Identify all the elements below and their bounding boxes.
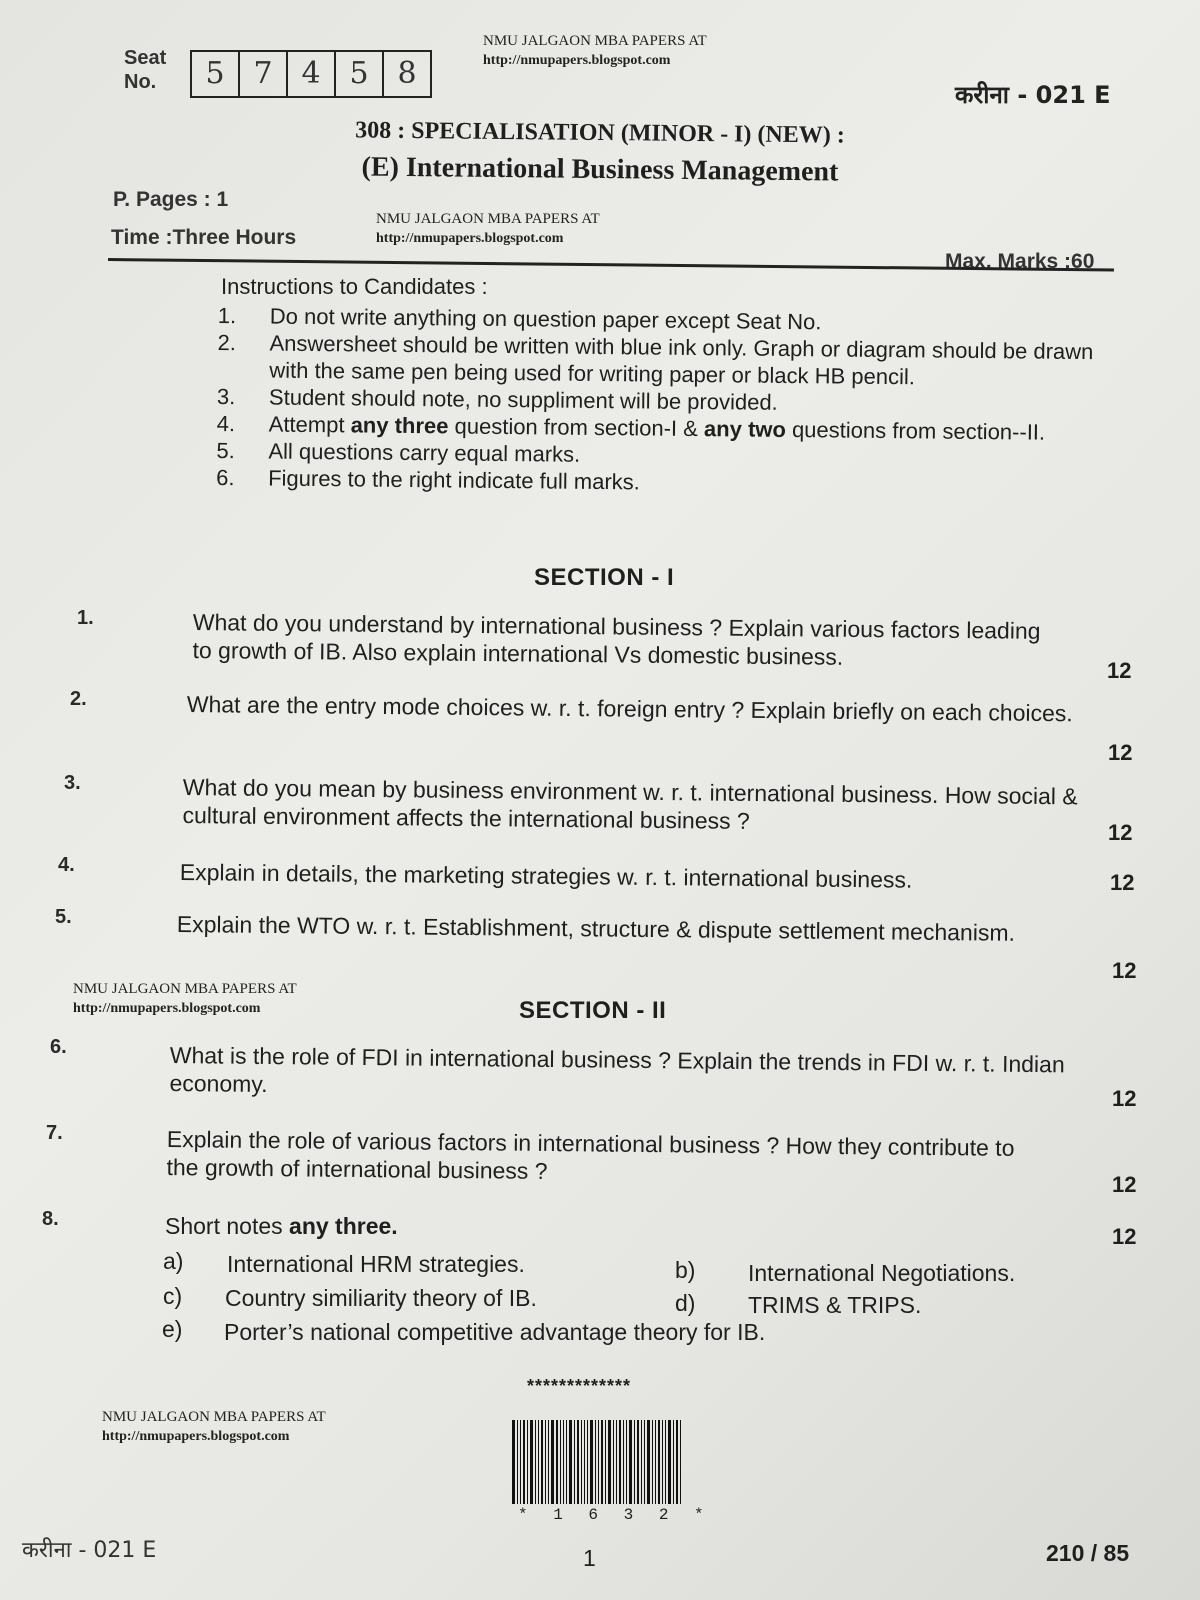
question-number: 6. <box>50 1036 67 1058</box>
question-marks: 12 <box>1108 820 1133 845</box>
question-number: 1. <box>77 607 94 629</box>
instruction-text: Figures to the right indicate full marks. <box>268 465 640 495</box>
short-note-label: c) <box>163 1283 183 1309</box>
instruction-text: Do not write anything on question paper except Seat No. <box>269 303 822 335</box>
barcode-number: * 1 6 3 2 * <box>518 1506 712 1524</box>
paper-subject-title: (E) International Business Management <box>361 151 839 188</box>
barcode-bar <box>641 1420 642 1504</box>
short-note-text: Porter’s national competitive advantage theory for IB. <box>224 1319 766 1345</box>
question-number: 7. <box>46 1122 63 1144</box>
barcode-bar <box>563 1420 564 1504</box>
instruction-text: Answersheet should be written with blue ink only. Graph or diagram should be drawn with the same pen being used for writing paper or black HB pencil. <box>269 330 1094 390</box>
question-text: Explain the role of various factors in international business ? How they contribute to the growth of international business ? <box>166 1126 1015 1184</box>
instruction-text: All questions carry equal marks. <box>268 438 581 467</box>
question-text: What do you understand by international business ? Explain various factors leading to growth of IB. Also explain international Vs domestic business. <box>192 608 1041 670</box>
barcode-bar <box>608 1420 611 1504</box>
barcode-bar <box>541 1420 543 1504</box>
watermark-text: NMU JALGAON MBA PAPERS AT <box>102 1409 326 1425</box>
question-marks: 12 <box>1107 658 1132 683</box>
barcode-bar <box>538 1420 539 1504</box>
seat-digit: 7 <box>240 52 288 96</box>
barcode-bar <box>626 1420 627 1504</box>
watermark-url: http://nmupapers.blogspot.com <box>102 1429 290 1444</box>
watermark-text: NMU JALGAON MBA PAPERS AT <box>483 33 707 49</box>
question-marks: 12 <box>1112 1086 1137 1111</box>
barcode-bar <box>517 1420 518 1504</box>
barcode-bar <box>629 1420 632 1504</box>
instruction-number: 3. <box>216 383 236 410</box>
question-text: Explain in details, the marketing strategies w. r. t. international business. <box>179 858 913 893</box>
footer-paper-code: करीना - 021 E <box>22 1538 157 1563</box>
instruction-text-part: question from section-I & <box>448 413 705 442</box>
short-note-text: International HRM strategies. <box>227 1251 525 1277</box>
barcode-bar <box>584 1420 585 1504</box>
question-text: What are the entry mode choices w. r. t. foreign entry ? Explain briefly on each choices. <box>186 690 1073 727</box>
barcode-bar <box>647 1420 650 1504</box>
barcode-bar <box>637 1420 639 1504</box>
watermark <box>73 980 297 1018</box>
seat-digit: 8 <box>397 56 417 91</box>
seat-label-line1: Seat <box>124 47 167 69</box>
short-note-label: e) <box>162 1316 183 1342</box>
barcode-bar <box>569 1420 572 1504</box>
barcode-bar <box>566 1420 567 1504</box>
watermark <box>376 210 600 248</box>
barcode-bar <box>644 1420 645 1504</box>
barcode-bar <box>652 1420 653 1504</box>
watermark-url: http://nmupapers.blogspot.com <box>73 1001 261 1016</box>
instruction-number: 6. <box>216 464 235 491</box>
footer-reference: 210 / 85 <box>1046 1540 1130 1566</box>
instructions-title: Instructions to Candidates : <box>221 274 488 299</box>
section-1-heading: SECTION - I <box>534 564 675 591</box>
barcode-bar <box>574 1420 575 1504</box>
barcode-bar <box>658 1420 660 1504</box>
instruction-emphasis: any two <box>703 416 787 442</box>
section-2-heading: SECTION - II <box>519 997 667 1024</box>
instruction-number: 2. <box>217 329 237 356</box>
question-marks: 12 <box>1112 1172 1137 1197</box>
barcode-bar <box>530 1420 533 1504</box>
watermark-text: NMU JALGAON MBA PAPERS AT <box>73 981 297 997</box>
question-number: 4. <box>58 854 75 876</box>
barcode-bar <box>545 1420 546 1504</box>
barcode-bar <box>655 1420 656 1504</box>
seat-label-line2: No. <box>124 71 157 93</box>
barcode-bar <box>548 1420 549 1504</box>
barcode-bar <box>520 1420 521 1504</box>
barcode-bar <box>577 1420 579 1504</box>
question-marks: 12 <box>1110 870 1135 895</box>
paper-code: करीना - 021 E <box>955 81 1111 109</box>
barcode-bar <box>512 1420 515 1504</box>
instruction-number: 1. <box>217 302 237 329</box>
barcode-bar <box>551 1420 554 1504</box>
question-number: 3. <box>64 772 81 794</box>
watermark <box>483 32 707 70</box>
seat-number-box <box>190 50 432 98</box>
page-number: 1 <box>583 1545 596 1571</box>
barcode-bar <box>668 1420 671 1504</box>
barcode-bar <box>581 1420 582 1504</box>
question-text-part: Short notes <box>165 1213 290 1239</box>
barcode-bar <box>535 1420 536 1504</box>
question-marks: 12 <box>1112 1224 1137 1249</box>
barcode-bar <box>665 1420 666 1504</box>
instructions-list <box>216 302 1108 500</box>
barcode-bar <box>680 1420 681 1504</box>
watermark-url: http://nmupapers.blogspot.com <box>376 231 564 246</box>
question-number: 5. <box>55 906 72 928</box>
question-text: What is the role of FDI in international business ? Explain the trends in FDI w. r. t. Indian economy. <box>169 1042 1065 1098</box>
short-note-label: a) <box>163 1248 184 1274</box>
instruction-text-part: Attempt <box>268 411 351 438</box>
instruction-item <box>217 329 1108 392</box>
watermark <box>102 1408 326 1446</box>
barcode-bar <box>623 1420 624 1504</box>
seat-digit: 5 <box>192 52 240 96</box>
barcode-bar <box>619 1420 621 1504</box>
barcode-bar <box>662 1420 663 1504</box>
barcode-bar <box>676 1420 678 1504</box>
question-marks: 12 <box>1112 958 1137 983</box>
barcode-bar <box>634 1420 635 1504</box>
barcode-bar <box>527 1420 528 1504</box>
barcode-bar <box>598 1420 599 1504</box>
short-note-text: International Negotiations. <box>748 1260 1016 1286</box>
barcode-bar <box>673 1420 674 1504</box>
seat-digit: 4 <box>288 52 336 96</box>
max-marks: Max. Marks :60 <box>945 250 1095 273</box>
barcode-bar <box>590 1420 593 1504</box>
page-count: P. Pages : 1 <box>113 188 229 211</box>
barcode-bar <box>523 1420 525 1504</box>
instruction-text-part: questions from section--II. <box>785 416 1046 445</box>
short-note-text: Country similiarity theory of IB. <box>225 1285 537 1311</box>
short-note-label: d) <box>675 1290 696 1316</box>
watermark-text: NMU JALGAON MBA PAPERS AT <box>376 211 600 227</box>
instruction-emphasis: any three <box>350 412 449 439</box>
barcode-bar <box>605 1420 606 1504</box>
instruction-text: Student should note, no suppliment will be provided. <box>268 384 778 415</box>
seat-label <box>124 46 166 94</box>
barcode-bar <box>595 1420 596 1504</box>
barcode-bar <box>587 1420 588 1504</box>
barcode-bar <box>601 1420 603 1504</box>
barcode <box>512 1420 683 1504</box>
end-marker: ************* <box>527 1376 632 1396</box>
watermark-url: http://nmupapers.blogspot.com <box>483 53 671 68</box>
barcode-bar <box>613 1420 614 1504</box>
question-text: What do you mean by business environment w. r. t. international business. How social & cultural environment affects the international business ? <box>182 773 1078 834</box>
paper-course-title: 308 : SPECIALISATION (MINOR - I) (NEW) : <box>355 117 845 149</box>
seat-digit: 5 <box>336 52 384 96</box>
barcode-bar <box>556 1420 558 1504</box>
instruction-number: 4. <box>216 410 236 437</box>
question-emphasis: any three. <box>289 1213 398 1239</box>
short-note-label: b) <box>675 1257 696 1283</box>
question-number: 2. <box>70 688 87 710</box>
short-note-text: TRIMS & TRIPS. <box>748 1292 922 1318</box>
barcode-bar <box>560 1420 561 1504</box>
question-number: 8. <box>42 1208 59 1230</box>
question-text <box>165 1212 765 1240</box>
question-marks: 12 <box>1108 740 1133 765</box>
time-allowed: Time :Three Hours <box>111 226 297 249</box>
instruction-number: 5. <box>216 437 235 464</box>
question-text: Explain the WTO w. r. t. Establishment, structure & dispute settlement mechanism. <box>176 910 1016 946</box>
barcode-bar <box>616 1420 617 1504</box>
